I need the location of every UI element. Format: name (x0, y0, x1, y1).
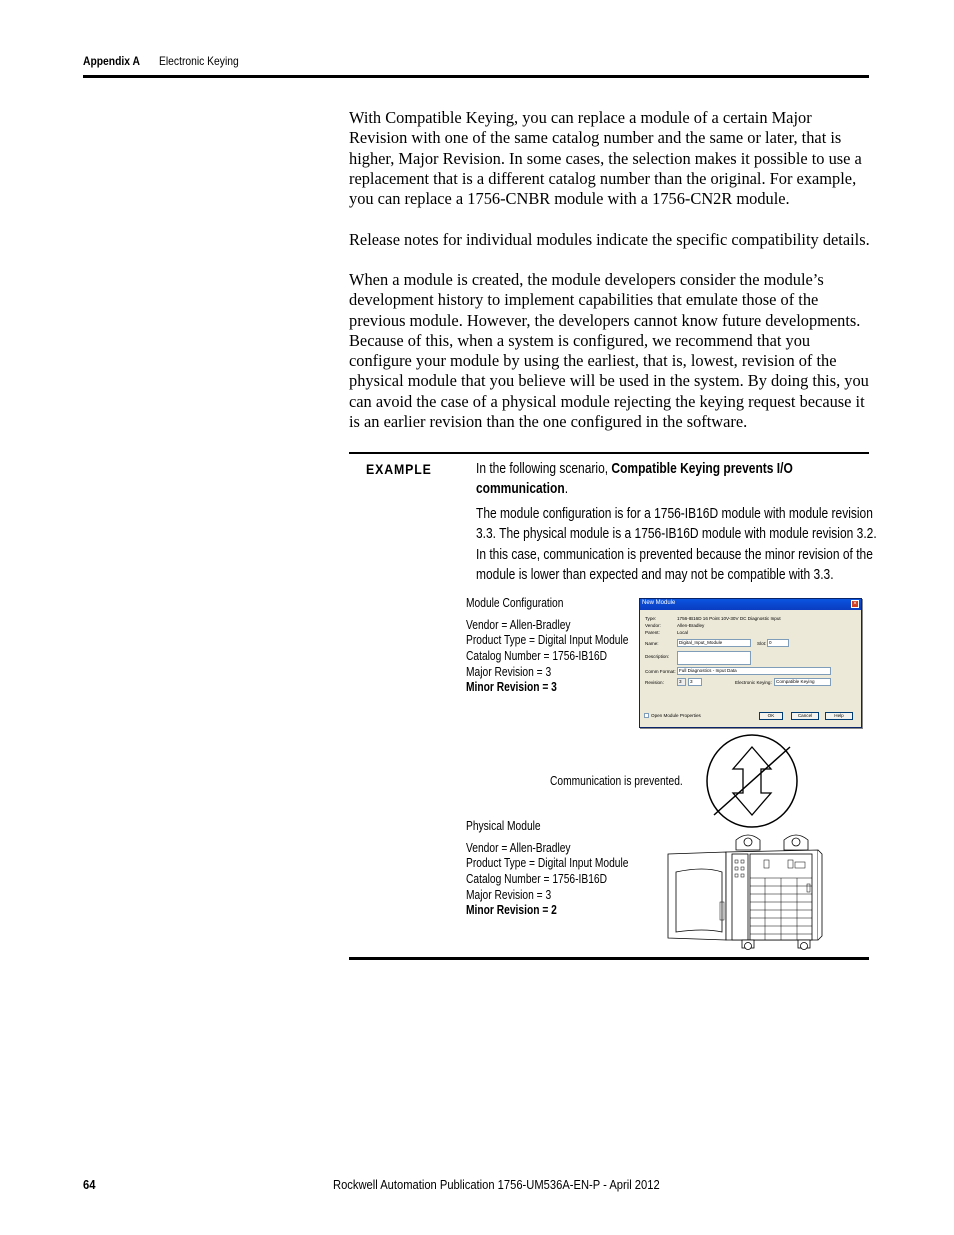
config-vendor: Vendor = Allen-Bradley (466, 618, 571, 632)
keying-label: Electronic Keying: (735, 680, 772, 685)
paragraph-compatible-keying: With Compatible Keying, you can replace a module of a certain Major Revision with one of the same catalog number and the same or later, that is higher, Major Revision. In some cases, the selection makes it possible to use a replacement that is a different catalog number than the original. For example, you can replace a 1756-CNBR module with a 1756-CN2R module. (349, 108, 862, 209)
dialog-title: New Module (642, 600, 676, 606)
example-intro-line2 (476, 479, 568, 499)
type-value: 1756-IB16D 16 Point 10V-30V DC Diagnostic Input (677, 616, 781, 621)
config-major-revision: Major Revision = 3 (466, 665, 552, 679)
vendor-value: Allen-Bradley (677, 623, 705, 628)
example-intro-line1 (476, 459, 793, 479)
cancel-button[interactable]: Cancel (791, 712, 819, 720)
io-module-illustration (664, 832, 826, 952)
revision-major-field[interactable]: 3 (677, 678, 686, 686)
keying-select[interactable]: Compatible Keying (774, 678, 831, 686)
physical-minor-revision: Minor Revision = 2 (466, 903, 557, 917)
description-field[interactable] (677, 651, 751, 665)
paragraph-release-notes: Release notes for individual modules indicate the specific compatibility details. (349, 230, 870, 249)
prohibited-icon (700, 733, 804, 829)
revision-minor-field[interactable]: 3 (688, 678, 702, 686)
close-icon[interactable]: × (851, 600, 859, 608)
physical-major-revision: Major Revision = 3 (466, 888, 552, 902)
example-intro-bold: Compatible Keying prevents I/O (611, 460, 793, 477)
description-label: Description: (645, 654, 670, 659)
open-properties-checkbox[interactable] (644, 713, 649, 718)
config-product-type: Product Type = Digital Input Module (466, 633, 629, 647)
parent-label: Parent: (645, 630, 660, 635)
section-title: Electronic Keying (159, 54, 239, 68)
paragraph-module-creation: When a module is created, the module developers consider the module’s development history to implement capabilities that emulate those of the previous module. However, the developers cannot know future developments. Because of this, when a system is configured, we recommend that you configure your module by using the earliest, that is, lowest, revision of the physical module that you believe will be used in the system. By doing this, you can avoid the case of a physical module rejecting the keying request because it is an earlier revision than the one configured in the software. (349, 270, 869, 432)
config-heading: Module Configuration (466, 596, 564, 610)
page-number: 64 (83, 1177, 96, 1192)
comm-format-label: Comm Format: (645, 669, 676, 674)
example-body-line: module is lower than expected and may not be compatible with 3.3. (476, 566, 834, 583)
open-properties-label: Open Module Properties (651, 713, 701, 718)
example-intro-prefix: In the following scenario, (476, 460, 612, 477)
slot-field[interactable]: 0 (767, 639, 789, 647)
header-rule (83, 75, 869, 78)
example-bottom-rule (349, 957, 869, 960)
help-button[interactable]: Help (825, 712, 853, 720)
new-module-dialog (639, 598, 862, 728)
appendix-label: Appendix A (83, 54, 140, 68)
dialog-titlebar[interactable] (640, 599, 861, 610)
type-label: Type: (645, 616, 657, 621)
physical-product-type: Product Type = Digital Input Module (466, 856, 629, 870)
ok-button[interactable]: OK (759, 712, 783, 720)
example-body-line: In this case, communication is prevented because the minor revision of the (476, 546, 873, 563)
communication-prevented-text: Communication is prevented. (550, 774, 683, 788)
physical-heading: Physical Module (466, 819, 541, 833)
example-intro-suffix: . (564, 480, 569, 497)
config-minor-revision: Minor Revision = 3 (466, 680, 557, 694)
example-body-line: 3.3. The physical module is a 1756-IB16D module with module revision 3.2. (476, 525, 877, 542)
config-catalog: Catalog Number = 1756-IB16D (466, 649, 608, 663)
comm-format-select[interactable]: Full Diagnostics - Input Data (677, 667, 831, 675)
example-top-rule (349, 452, 869, 454)
slot-label: Slot: (757, 641, 767, 646)
physical-vendor: Vendor = Allen-Bradley (466, 841, 571, 855)
revision-label: Revision: (645, 680, 664, 685)
name-label: Name: (645, 641, 659, 646)
name-field[interactable]: Digital_Input_Module (677, 639, 751, 647)
publication-info: Rockwell Automation Publication 1756-UM536A-EN-P - April 2012 (333, 1177, 660, 1192)
parent-value: Local (677, 630, 688, 635)
vendor-label: Vendor: (645, 623, 661, 628)
example-intro-bold-2: communication (476, 480, 565, 497)
example-label: EXAMPLE (366, 461, 432, 477)
physical-catalog: Catalog Number = 1756-IB16D (466, 872, 608, 886)
example-body-line: The module configuration is for a 1756-IB16D module with module revision (476, 505, 873, 522)
